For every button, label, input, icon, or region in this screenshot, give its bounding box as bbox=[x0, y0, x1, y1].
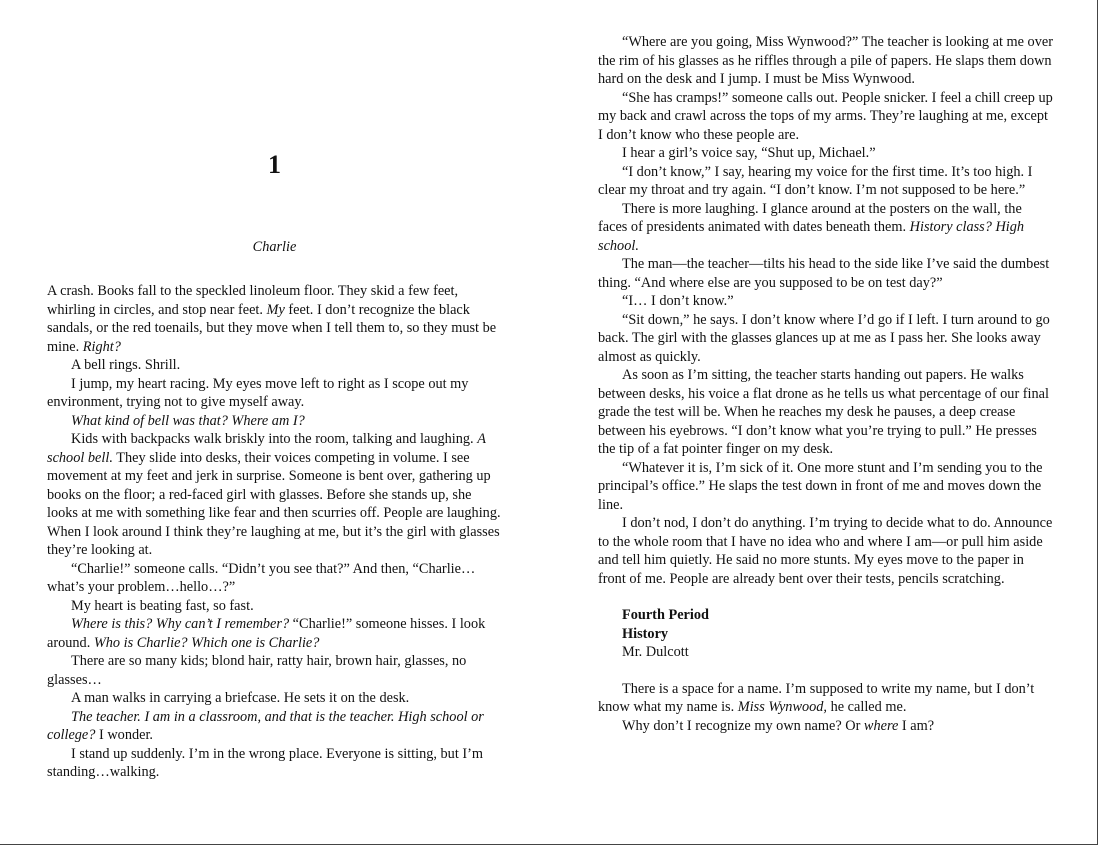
chapter-subtitle: Charlie bbox=[252, 239, 297, 255]
paragraph: “Sit down,” he says. I don’t know where I’d go if I left. I turn around to go back. The girl with the glasses glances up at me as I pass her. She looks away almost as quickly. bbox=[598, 311, 1050, 365]
paragraph: “Whatever it is, I’m sick of it. One more stunt and I’m sending you to the principal’s office.” He slaps the test down in front of me and moves down the line. bbox=[598, 459, 1043, 513]
test-header-subject: History bbox=[622, 625, 669, 642]
italic-text: Right? bbox=[82, 338, 121, 355]
paragraph: “I… I don’t know.” bbox=[622, 293, 734, 309]
chapter-number: 1 bbox=[268, 150, 281, 179]
italic-text: History class? High school. bbox=[598, 219, 1025, 254]
paragraph: As soon as I’m sitting, the teacher starts handing out papers. He walks between desks, his voice a flat drone as he tells us what percentage of our final grade the test will be. When he reaches my desk he pauses, a deep crease between his eyebrows. “I don’t know what you’re trying to pull.” He presses the tip of a fat pointer finger on my desk. bbox=[598, 367, 1049, 457]
italic-text: Who is Charlie? Which one is Charlie? bbox=[93, 634, 320, 651]
test-header bbox=[622, 606, 1053, 662]
paragraph bbox=[47, 412, 502, 431]
paragraph: A man walks in carrying a briefcase. He sets it on the desk. bbox=[71, 690, 410, 706]
paragraph: The man—the teacher—tilts his head to the side like I’ve said the dumbest thing. “And where else are you supposed to be on test day?” bbox=[598, 256, 1050, 291]
paragraph: Where is this? Why can’t I remember? “Charlie!” someone hisses. I look around. Who is Charlie? Which one is Charlie? bbox=[47, 616, 486, 651]
paragraph: I jump, my heart racing. My eyes move left to right as I scope out my environment, trying not to give myself away. bbox=[47, 375, 469, 410]
paragraph: Why don’t I recognize my own name? Or where I am? bbox=[622, 717, 935, 734]
italic-text: A school bell. bbox=[47, 431, 486, 466]
paragraph: I hear a girl’s voice say, “Shut up, Michael.” bbox=[622, 145, 876, 161]
italic-text: Miss Wynwood, bbox=[737, 699, 828, 715]
paragraph: Kids with backpacks walk briskly into the room, talking and laughing. A school bell. They slide into desks, their voices competing in volume. I see movement at my feet and jerk in surprise. Someone is bent over, gathering up books on the floor; a red-faced girl with glasses. Before she stands up, she looks at me with something like fear and then scurries off. People are laughing. When I look around I think they’re laughing at me, but it’s the girl with glasses they’re looking at. bbox=[47, 431, 501, 558]
paragraph: I don’t nod, I don’t do anything. I’m trying to decide what to do. Announce to the whole room that I have no idea who and where I am—or pull him aside and tell him quietly. He said no more stunts. My eyes move to the paper in front of me. People are already bent over their tests, pencils scratching. bbox=[598, 515, 1053, 587]
right-page bbox=[598, 33, 1053, 735]
paragraph: “Charlie!” someone calls. “Didn’t you see that?” And then, “Charlie…what’s your problem…hello…?” bbox=[47, 560, 476, 595]
italic-text: What kind of bell was that? Where am I? bbox=[71, 412, 305, 429]
paragraph: There is a space for a name. I’m supposed to write my name, but I don’t know what my name is. Miss Wynwood, he called me. bbox=[598, 680, 1035, 715]
italic-text: where bbox=[863, 717, 899, 734]
paragraph: There is more laughing. I glance around at the posters on the wall, the faces of presidents animated with dates beneath them. History class? High school. bbox=[598, 200, 1025, 254]
paragraph: “I don’t know,” I say, hearing my voice for the first time. It’s too high. I clear my throat and try again. “I don’t know. I’m not supposed to be here.” bbox=[598, 163, 1033, 198]
test-header-teacher: Mr. Dulcott bbox=[622, 644, 689, 660]
paragraph: “Where are you going, Miss Wynwood?” The teacher is looking at me over the rim of his glasses as he riffles through a pile of papers. He slaps them down hard on the desk and I jump. I must be Miss Wynwood. bbox=[598, 34, 1053, 87]
paragraph: There are so many kids; blond hair, ratty hair, brown hair, glasses, no glasses… bbox=[47, 653, 467, 688]
paragraph: A bell rings. Shrill. bbox=[71, 357, 181, 373]
paragraph: “She has cramps!” someone calls out. People snicker. I feel a chill creep up my back and crawl across the tops of my arms. They’re laughing at me, except I don’t know who these people are. bbox=[598, 89, 1053, 143]
test-header-period: Fourth Period bbox=[622, 607, 709, 623]
left-page-body bbox=[47, 282, 502, 782]
paragraph: A crash. Books fall to the speckled linoleum floor. They skid a few feet, whirling in circles, and stop near feet. My feet. I don’t recognize the black sandals, or the red toenails, but they move when I tell them to, so they must be mine. Right? bbox=[47, 283, 497, 355]
italic-text: Where is this? Why can’t I remember? bbox=[71, 616, 290, 632]
paragraph: My heart is beating fast, so fast. bbox=[71, 597, 254, 614]
italic-text: The teacher. I am in a classroom, and that is the teacher. High school or college? bbox=[47, 708, 484, 743]
paragraph: I stand up suddenly. I’m in the wrong place. Everyone is sitting, but I’m standing…walking. bbox=[47, 745, 484, 780]
italic-text: My bbox=[266, 301, 285, 318]
paragraph: The teacher. I am in a classroom, and that is the teacher. High school or college? I wonder. bbox=[47, 708, 484, 743]
